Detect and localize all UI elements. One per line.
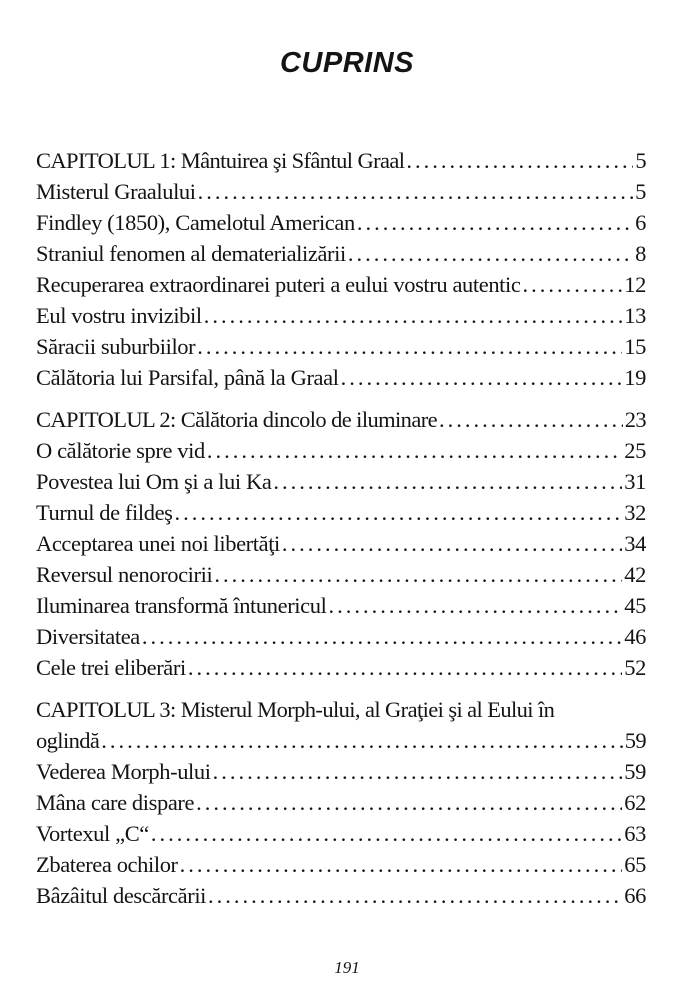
toc-label: Călătoria lui Parsifal, până la Graal: [36, 365, 339, 390]
toc-entry[interactable]: [36, 497, 646, 528]
toc-page-number: 46: [624, 624, 646, 649]
toc-page-number: 12: [624, 272, 646, 297]
toc-entry[interactable]: [36, 787, 646, 818]
toc-page-number: 23: [624, 407, 646, 432]
toc-label: Bâzâitul descărcării: [36, 883, 207, 908]
toc-entry[interactable]: [36, 756, 646, 787]
toc-label: Vederea Morph-ului: [36, 759, 211, 784]
toc-entry[interactable]: [36, 207, 646, 238]
toc-label: CAPITOLUL 1: Mântuirea şi Sfântul Graal: [36, 148, 405, 173]
toc-page-number: 65: [624, 852, 646, 877]
toc-page-number: 6: [635, 210, 646, 235]
dot-leader: [208, 880, 622, 911]
toc-page-number: 15: [624, 334, 646, 359]
toc-label: Cele trei eliberări: [36, 655, 186, 680]
toc-label: Iluminarea transformă întunericul: [36, 593, 327, 618]
toc-entry[interactable]: [36, 362, 646, 393]
toc-entry[interactable]: [36, 466, 646, 497]
dot-leader: [328, 590, 622, 621]
toc-page-number: 63: [624, 821, 646, 846]
chapter-3-heading-continuation[interactable]: [36, 725, 646, 756]
dot-leader: [142, 621, 622, 652]
dot-leader: [175, 497, 623, 528]
dot-leader: [282, 528, 622, 559]
dot-leader: [197, 331, 622, 362]
toc-label: Vortexul „C“: [36, 821, 149, 846]
toc-page-number: 66: [624, 883, 646, 908]
chapter-1-heading[interactable]: [36, 145, 646, 176]
toc-page-number: 5: [635, 148, 646, 173]
toc-label: Reversul nenorocirii: [36, 562, 213, 587]
toc-entry[interactable]: [36, 176, 646, 207]
toc-entry[interactable]: [36, 528, 646, 559]
toc-label: Straniul fenomen al dematerializării: [36, 241, 346, 266]
dot-leader: [207, 435, 622, 466]
toc-label: Findley (1850), Camelotul American: [36, 210, 355, 235]
chapter-2-heading[interactable]: [36, 404, 646, 435]
toc-page-number: 34: [624, 531, 646, 556]
toc-label: CAPITOLUL 2: Călătoria dincolo de iluminare: [36, 407, 437, 432]
dot-leader: [180, 849, 623, 880]
dot-leader: [198, 176, 634, 207]
dot-leader: [213, 756, 623, 787]
toc-label: Zbaterea ochilor: [36, 852, 178, 877]
toc-entry[interactable]: [36, 849, 646, 880]
toc-entry[interactable]: [36, 818, 646, 849]
toc-label: Eul vostru invizibil: [36, 303, 202, 328]
toc-entry[interactable]: [36, 559, 646, 590]
toc-label: Diversitatea: [36, 624, 140, 649]
toc-entry[interactable]: [36, 238, 646, 269]
toc-page-number: 5: [635, 179, 646, 204]
toc-page-number: 32: [624, 500, 646, 525]
toc-page-number: 45: [624, 593, 646, 618]
toc-page-number: 8: [635, 241, 646, 266]
toc-page-number: 19: [624, 365, 646, 390]
toc-entry[interactable]: [36, 621, 646, 652]
dot-leader: [101, 725, 622, 756]
toc-label: Misterul Graalului: [36, 179, 196, 204]
toc-label: Turnul de fildeş: [36, 500, 173, 525]
dot-leader: [273, 466, 622, 497]
toc-label: Recuperarea extraordinarei puteri a eului vostru autentic: [36, 272, 521, 297]
dot-leader: [188, 652, 622, 683]
dot-leader: [204, 300, 623, 331]
dot-leader: [214, 559, 622, 590]
toc-entry[interactable]: [36, 652, 646, 683]
toc-entry[interactable]: [36, 331, 646, 362]
toc-page-number: 59: [624, 728, 646, 753]
toc-page-number: 25: [624, 438, 646, 463]
dot-leader: [348, 238, 633, 269]
toc-label: Mâna care dispare: [36, 790, 195, 815]
toc-entry[interactable]: [36, 880, 646, 911]
dot-leader: [151, 818, 622, 849]
dot-leader: [439, 404, 623, 435]
toc-page-number: 59: [624, 759, 646, 784]
toc-page-number: 52: [624, 655, 646, 680]
page-number: 191: [334, 958, 360, 977]
chapter-3-heading[interactable]: CAPITOLUL 3: Misterul Morph-ului, al Graţiei şi al Eului în: [36, 697, 555, 722]
toc-entry[interactable]: [36, 435, 646, 466]
toc-entry[interactable]: [36, 269, 646, 300]
toc-entry[interactable]: [36, 300, 646, 331]
dot-leader: [522, 269, 622, 300]
toc-label: oglindă: [36, 728, 100, 753]
dot-leader: [357, 207, 633, 238]
toc-label: Săracii suburbiilor: [36, 334, 196, 359]
toc-page-number: 62: [624, 790, 646, 815]
toc-page-number: 13: [624, 303, 646, 328]
toc-label: Povestea lui Om şi a lui Ka: [36, 469, 272, 494]
dot-leader: [341, 362, 623, 393]
toc-label: Acceptarea unei noi libertăţi: [36, 531, 280, 556]
table-of-contents: [36, 145, 646, 911]
toc-entry[interactable]: [36, 590, 646, 621]
page-title: CUPRINS: [279, 47, 414, 79]
dot-leader: [406, 145, 633, 176]
toc-label: O călătorie spre vid: [36, 438, 205, 463]
dot-leader: [196, 787, 622, 818]
toc-page-number: 42: [624, 562, 646, 587]
toc-page-number: 31: [624, 469, 646, 494]
